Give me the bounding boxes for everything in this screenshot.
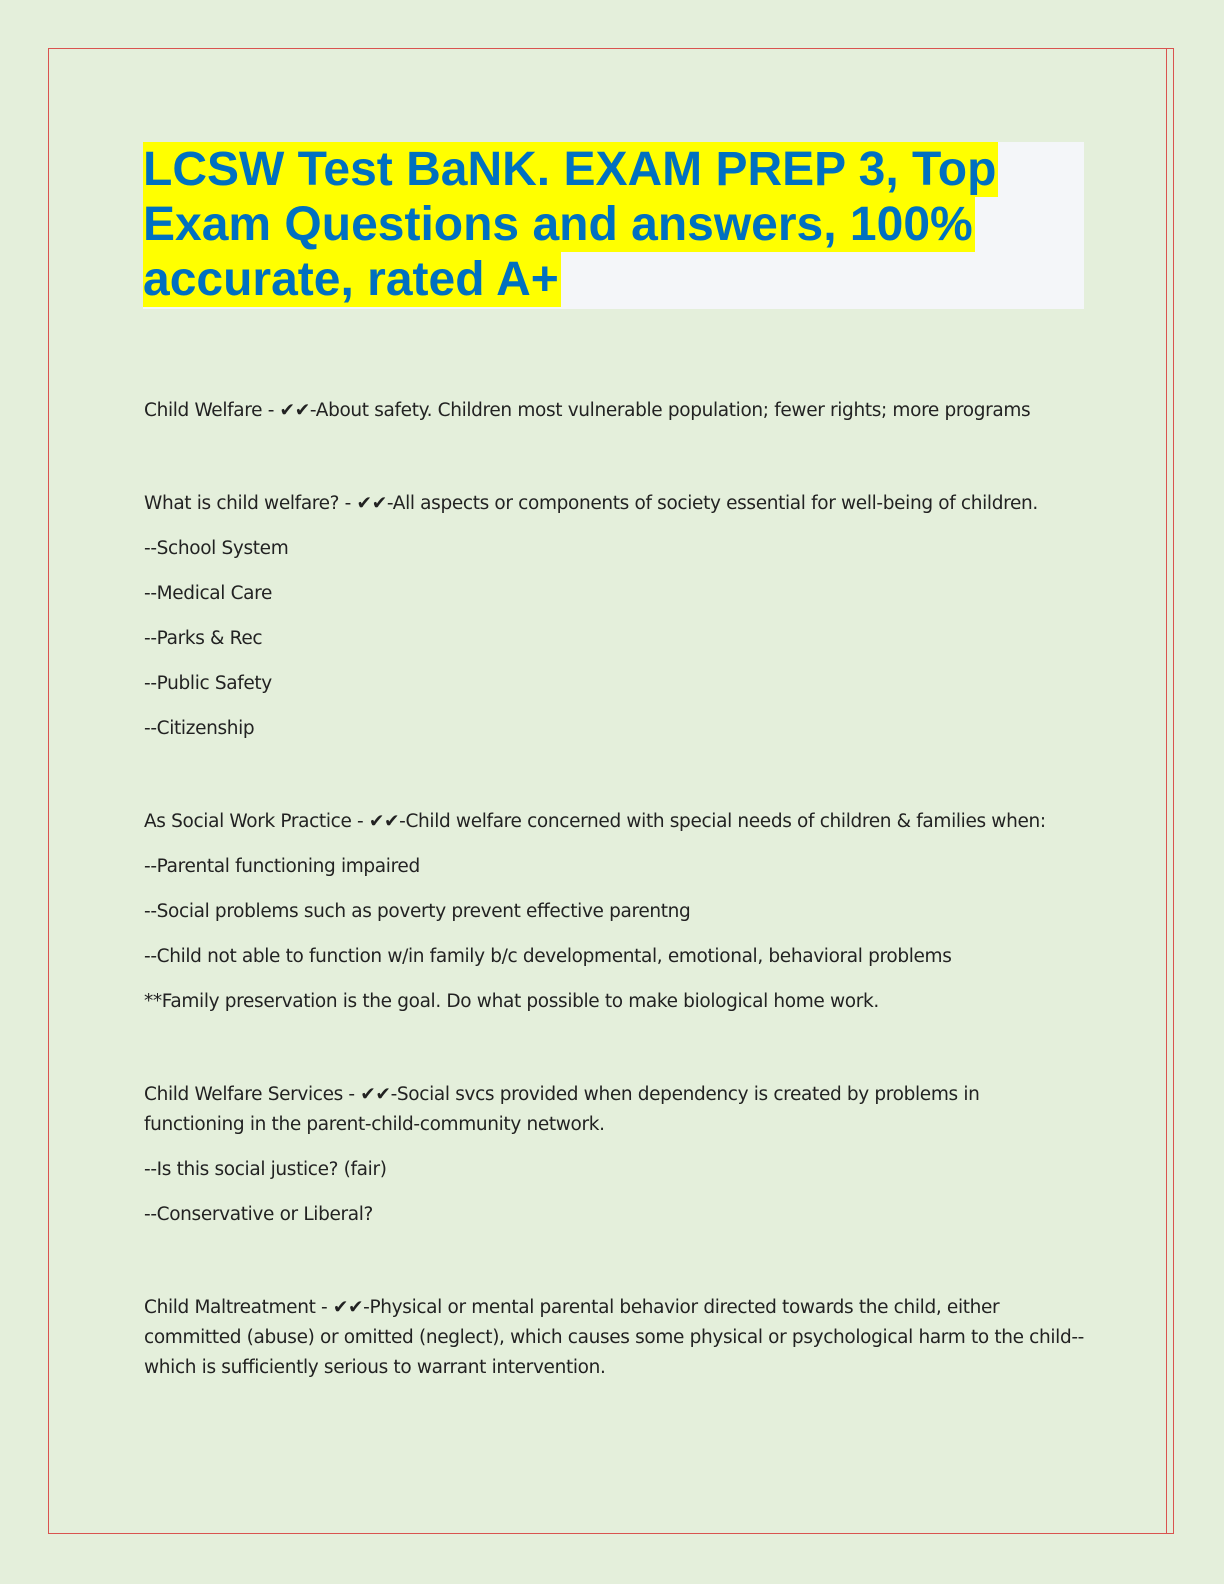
list-item: --Citizenship (144, 718, 255, 739)
title-line-3: accurate, rated A+ (143, 253, 559, 306)
list-item: --Public Safety (144, 673, 272, 694)
list-item: --Conservative or Liberal? (144, 1204, 374, 1225)
list-item: --Parks & Rec (144, 628, 263, 649)
document-title (143, 142, 1084, 309)
list-item: --Is this social justice? (fair) (144, 1159, 387, 1180)
entry-child-welfare: Child Welfare - ✔✔-About safety. Children most vulnerable population; fewer rights; more programs (144, 400, 1031, 421)
list-item: --Medical Care (144, 583, 273, 604)
list-item: **Family preservation is the goal. Do what possible to make biological home work. (144, 991, 879, 1012)
list-item: --Child not able to function w/in family b/c developmental, emotional, behavioral problems (144, 946, 952, 967)
list-item: --Social problems such as poverty prevent effective parentng (144, 901, 691, 922)
title-line-1: LCSW Test BaNK. EXAM PREP 3, Top (143, 143, 997, 196)
entry-child-maltreatment: Child Maltreatment - ✔✔-Physical or mental parental behavior directed towards the child, either committed (abuse) or omitted (neglect), which causes some physical or psychological harm to the child--which is sufficiently serious to warrant intervention. (144, 1297, 1085, 1378)
title-line-2: Exam Questions and answers, 100% (143, 198, 973, 251)
document-body (144, 396, 1084, 1383)
entry-social-work-practice: As Social Work Practice - ✔✔-Child welfare concerned with special needs of children & families when: (144, 811, 1046, 832)
list-item: --School System (144, 538, 289, 559)
entry-child-welfare-services: Child Welfare Services - ✔✔-Social svcs provided when dependency is created by problems in functioning in the parent-child-community network. (144, 1084, 980, 1135)
entry-what-is-child-welfare: What is child welfare? - ✔✔-All aspects or components of society essential for well-being of children. (144, 493, 1038, 514)
list-item: --Parental functioning impaired (144, 856, 420, 877)
